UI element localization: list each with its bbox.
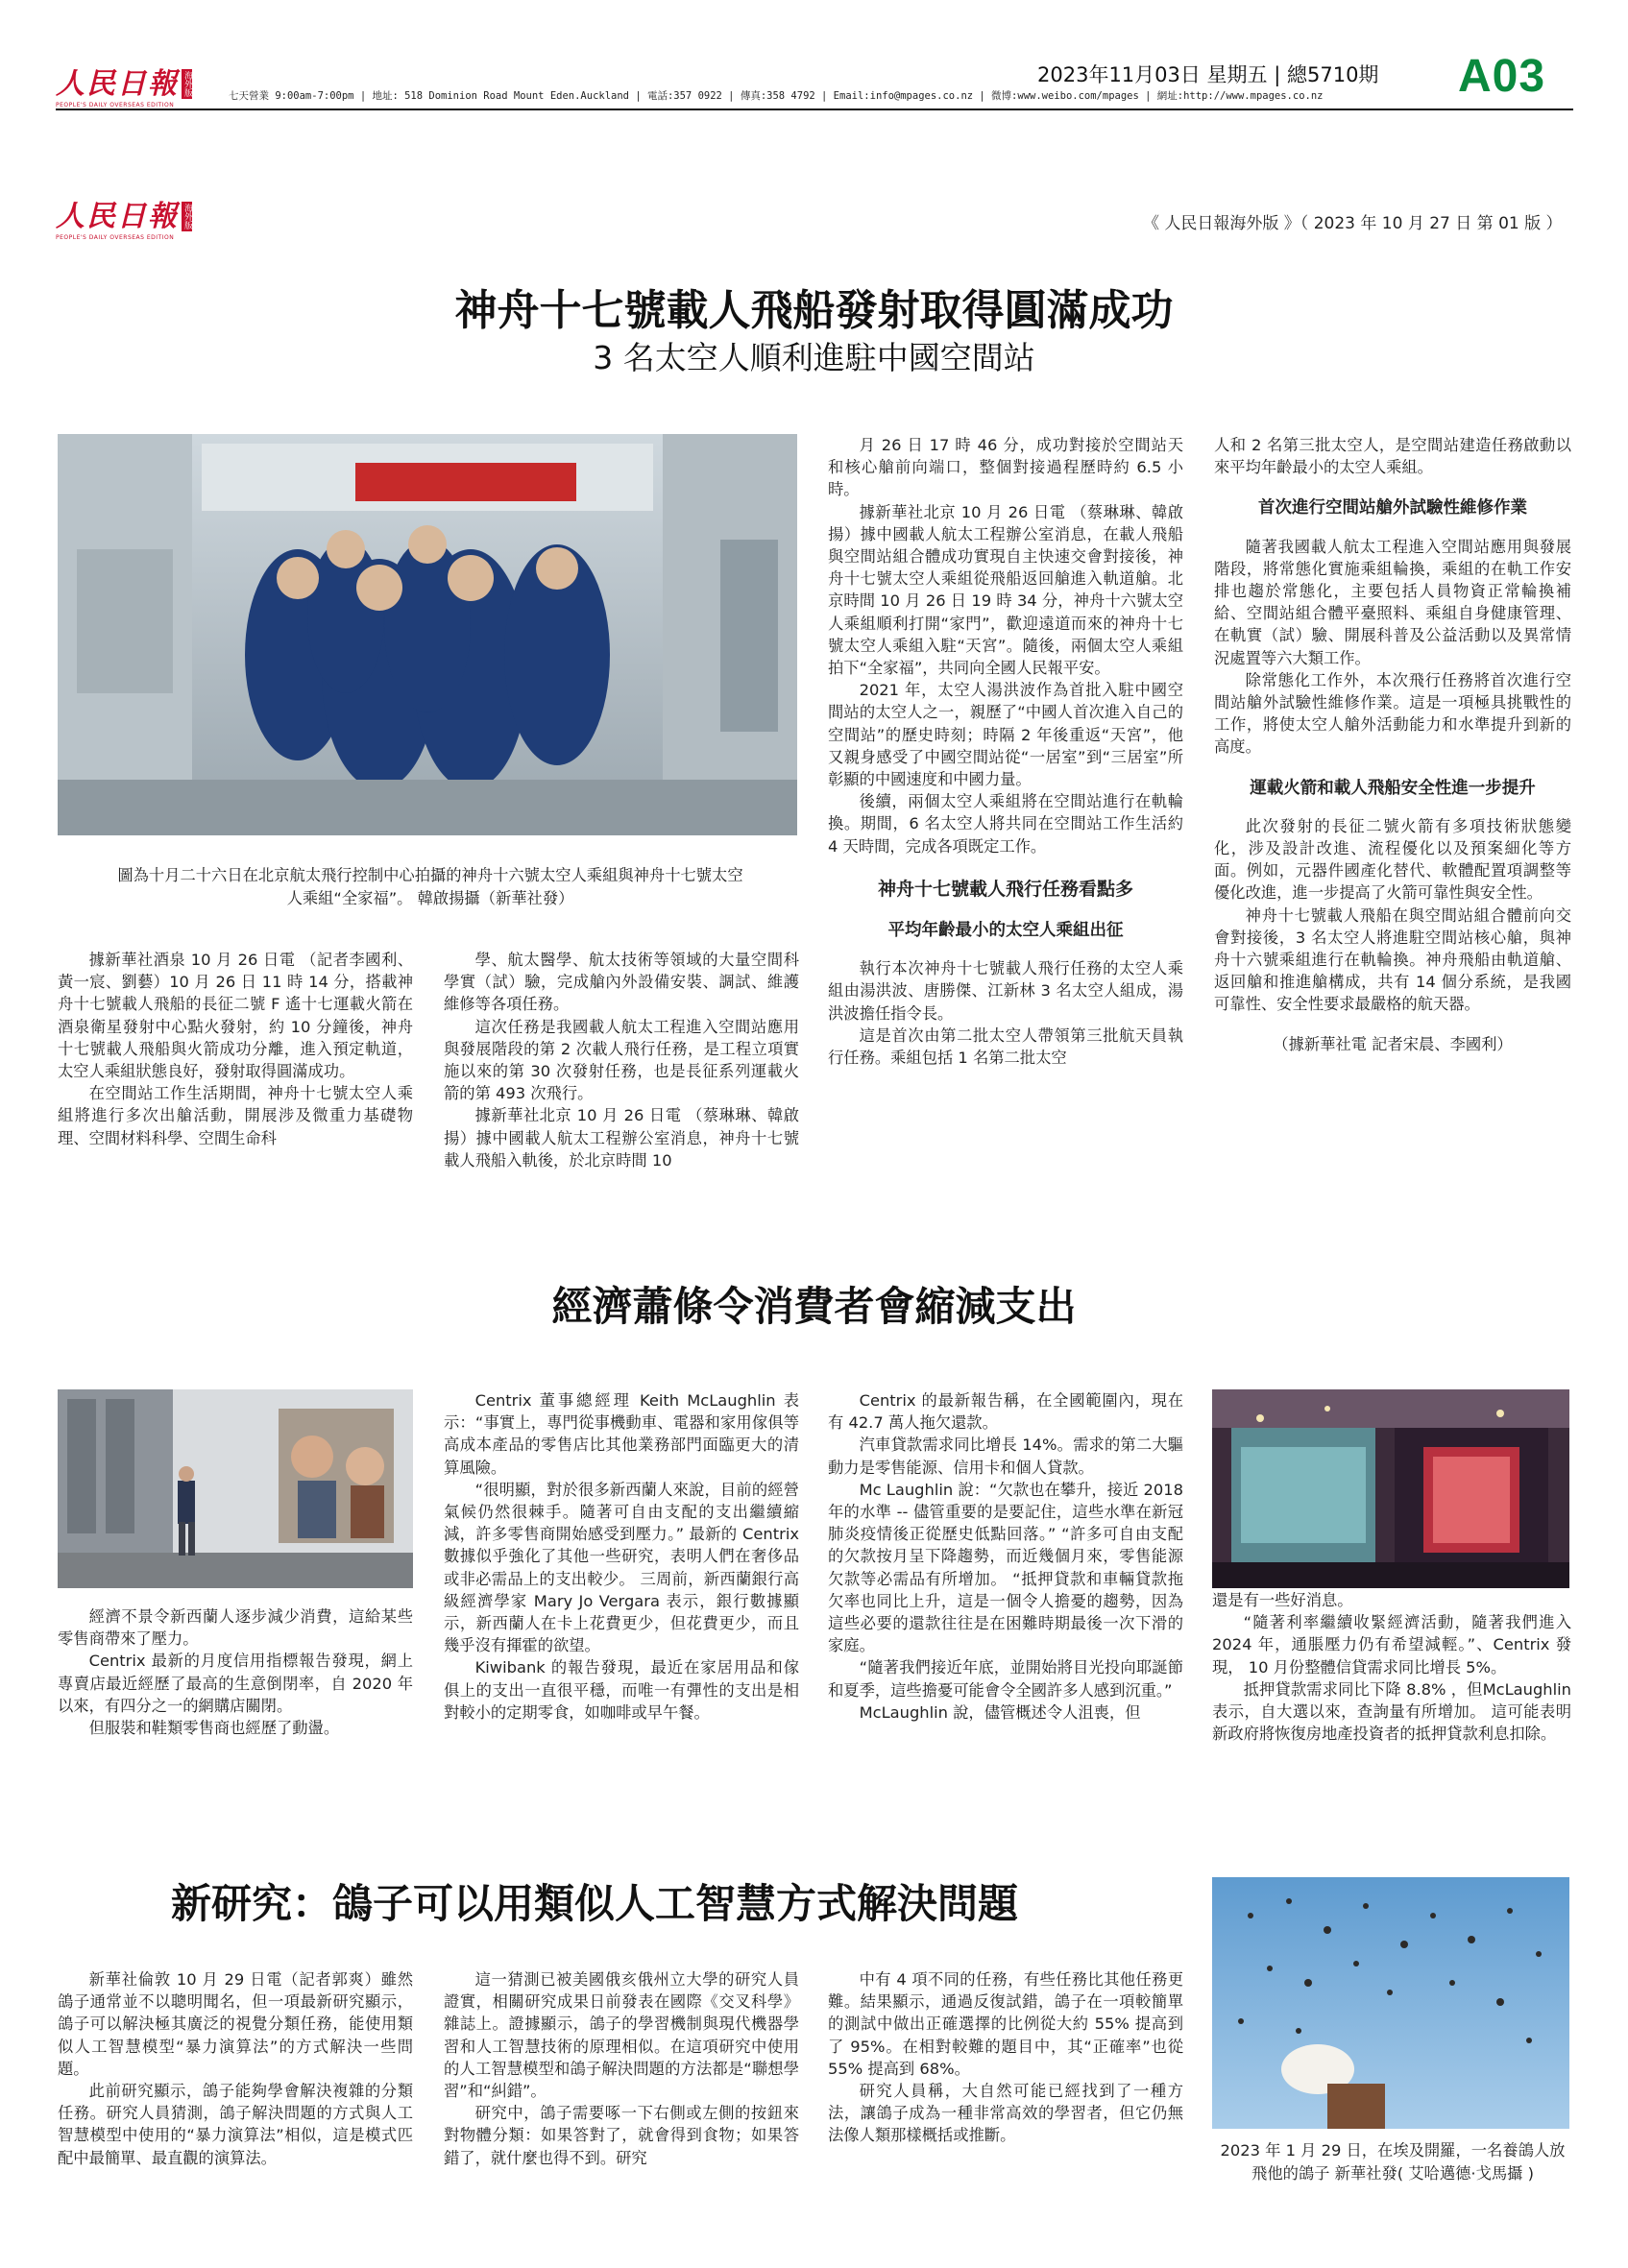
paragraph: 中有 4 項不同的任務，有些任務比其他任務更難。結果顯示，通過反復試錯，鴿子在一項較簡單的測試中做出正確選擇的比例從大約 55% 提高到了 95%。在相對較難的題目中，其“正確率”也從 55% 提高到 68%。 — [828, 1970, 1183, 2078]
paragraph: Mc Laughlin 說：“欠款也在攀升，接近 2018 年的水準 -- 儘管重要的是要記住，這些水準在新冠肺炎疫情後正從歷史低點回落。” “許多可自由支配的欠款按月呈下降趨勢，而近幾個月來，零售能源欠款等必需品有所增加。 “抵押貸款和車輛貸款拖欠率也同比上升，這是一個令人擔憂的趨勢，因為這些必要的還款往往是在困難時期最後一次下滑的家庭。 — [828, 1480, 1183, 1655]
paragraph: Centrix 董事總經理 Keith McLaughlin 表示：“事實上，專門從事機動車、電器和家用傢俱等高成本產品的零售店比其他業務部門面臨更大的清算風險。 — [444, 1391, 799, 1477]
article1-subhead: 3 名太空人順利進駐中國空間站 — [593, 339, 1035, 376]
street-photo — [58, 1389, 413, 1588]
paragraph: “隨著利率繼續收緊經濟活動，隨著我們進入 2024 年，通脹壓力仍有希望減輕。”、Centrix 發現， 10 月份整體信貸需求同比增長 5%。 — [1212, 1613, 1571, 1677]
source-logo-tag: 海外版 — [182, 204, 192, 229]
astronaut-photo — [58, 434, 797, 835]
article1-credit: （據新華社電 記者宋晨、李國利） — [1273, 1034, 1513, 1053]
paragraph: Centrix 的最新報告稱，在全國範圍內，現在有 42.7 萬人拖欠還款。 — [828, 1391, 1183, 1433]
section-subheading: 平均年齡最小的太空人乘組出征 — [887, 921, 1124, 941]
paragraph: 月 26 日 17 時 46 分，成功對接於空間站天和核心艙前向端口，整個對接過程歷時約 6.5 小時。 — [828, 436, 1183, 499]
paragraph: 還是有一些好消息。 — [1212, 1591, 1353, 1609]
paragraph: 學、航太醫學、航太技術等領域的大量空間科學實（試）驗，完成艙內外設備安裝、調試、維護維修等各項任務。 — [444, 951, 799, 1014]
paragraph: 汽車貸款需求同比增長 14%。需求的第二大驅動力是零售能源、信用卡和個人貸款。 — [828, 1436, 1183, 1477]
article-source: 《 人民日報海外版 》（ 2023 年 10 月 27 日 第 01 版 ） — [1143, 214, 1563, 233]
paragraph: 據新華社酒泉 10 月 26 日電 （記者李國利、黃一宸、劉藝）10 月 26 日 11 時 14 分，搭載神舟十七號載人飛船的長征二號 F 遙十七運載火箭在酒泉衛星發射中心點火發射，約 10 分鐘後，神舟十七號載人飛船與火箭成功分離，進入預定軌道，太空人乘組狀態良好，發射取得圓滿成功。 — [58, 951, 413, 1081]
article1-column-2 — [444, 949, 799, 1189]
paragraph: 執行本次神舟十七號載人飛行任務的太空人乘組由湯洪波、唐勝傑、江新林 3 名太空人組成，湯洪波擔任指令長。 — [828, 959, 1183, 1023]
paragraph: 研究人員稱，大自然可能已經找到了一種方法，讓鴿子成為一種非常高效的學習者，但它仍無法像人類那樣概括或推斷。 — [828, 2082, 1183, 2145]
issue-date: 2023年11月03日 星期五 | 總5710期 — [1037, 63, 1379, 86]
section-heading: 神舟十七號載人飛行任務看點多 — [877, 878, 1133, 900]
article3-column-2 — [444, 1968, 799, 2247]
paragraph: “很明顯，對於很多新西蘭人來說，目前的經營氣候仍然很棘手。隨著可自由支配的支出繼續縮減，許多零售商開始感受到壓力。” 最新的 Centrix 數據似乎強化了其他一些研究，表明人們在奢侈品或非必需品上的支出較少。 三周前，新西蘭銀行高級經濟學家 Mary Jo Vergara 表示，銀行數據顯示，新西蘭人在卡上花費更少，但花費更少，而且幾乎沒有揮霍的欲望。 — [444, 1480, 799, 1655]
article2-column-1 — [58, 1605, 413, 1798]
logo-text: 人民日報 — [56, 67, 179, 101]
page-number: A03 — [1458, 51, 1546, 102]
paragraph: 此次發射的長征二號火箭有多項技術狀態變化，涉及設計改進、流程優化以及預案細化等方面。例如，元器件國產化替代、軟體配置項調整等優化改進，進一步提高了火箭可靠性與安全性。 — [1214, 816, 1571, 903]
article2-column-2 — [444, 1389, 799, 1798]
paragraph: 抵押貸款需求同比下降 8.8% ，但McLaughlin 表示，自大選以來，查詢量有所增加。 這可能表明新政府將恢復房地產投資者的抵押貸款利息扣除。 — [1212, 1679, 1571, 1744]
paragraph: 這一猜測已被美國俄亥俄州立大學的研究人員證實，相關研究成果日前發表在國際《交叉科學》雜誌上。證據顯示，鴿子的學習機制與現代機器學習和人工智慧技術的原理相似。在這項研究中使用的人工智慧模型和鴿子解決問題的方法都是“聯想學習”和“糾錯”。 — [444, 1970, 799, 2101]
article1-column-4 — [1214, 434, 1571, 1202]
paragraph: 2021 年，太空人湯洪波作為首批入駐中國空間站的太空人之一，親歷了“中國人首次進入自己的空間站”的歷史時刻；時隔 2 年後重返“天宮”，他又親身感受了中國空間站從“一居室”到“三居室”所彰顯的中國速度和中國力量。 — [828, 681, 1183, 789]
paragraph: 據新華社北京 10 月 26 日電 （蔡琳琳、韓啟揚）據中國載人航太工程辦公室消息，在載人飛船與空間站組合體成功實現自主快速交會對接後，神舟十七號太空人乘組從飛船返回艙進入軌道艙。北京時間 10 月 26 日 19 時 34 分，神舟十六號太空人乘組順利打開“家門”，歡迎遠道而來的神舟十七號太空人乘組入駐“天宮”。隨後，兩個太空人乘組拍下“全家福”，共同向全國人民報平安。 — [828, 502, 1183, 678]
store-photo — [1212, 1389, 1569, 1588]
article2-column-3 — [828, 1389, 1183, 1798]
article3-photo-caption: 2023 年 1 月 29 日，在埃及開羅，一名養鴿人放飛他的鴿子 新華社發( 艾哈邁德·戈馬攝 ) — [1220, 2141, 1566, 2183]
paragraph: Centrix 最新的月度信用指標報告發現，網上專賣店最近經歷了最高的生意倒閉率，自 2020 年以來，有四分之一的網購店關閉。 — [58, 1652, 413, 1715]
article1-photo-caption: 圖為十月二十六日在北京航太飛行控制中心拍攝的神舟十六號太空人乘組與神舟十七號太空人乘組“全家福”。 韓啟揚攝（新華社發） — [117, 866, 743, 907]
article3-column-1 — [58, 1968, 413, 2247]
pigeon-photo — [1212, 1877, 1569, 2129]
paragraph: 此前研究顯示，鴿子能夠學會解決複雜的分類任務。研究人員猜測，鴿子解決問題的方式與人工智慧模型中使用的“暴力演算法”相似，這是模式匹配中最簡單、最直觀的演算法。 — [58, 2082, 413, 2167]
paragraph: McLaughlin 說，儘管概述令人沮喪，但 — [859, 1702, 1141, 1722]
paragraph: 新華社倫敦 10 月 29 日電（記者郭爽）雖然鴿子通常並不以聰明聞名，但一項最新研究顯示，鴿子可以解決極其廣泛的視覺分類任務，能使用類似人工智慧模型“暴力演算法”的方式解決一些問題。 — [58, 1970, 413, 2078]
paragraph: 除常態化工作外，本次飛行任務將首次進行空間站艙外試驗性維修作業。這是一項極具挑戰性的工作，將使太空人艙外活動能力和水準提升到新的高度。 — [1214, 670, 1571, 757]
source-logo-english: PEOPLE'S DAILY OVERSEAS EDITION — [56, 234, 175, 241]
section-heading: 運載火箭和載人飛船安全性進一步提升 — [1250, 778, 1536, 798]
paragraph: 後續，兩個太空人乘組將在空間站進行在軌輪換。期間，6 名太空人將共同在空間站工作生活約 4 天時間，完成各項既定工作。 — [828, 792, 1183, 856]
article2-column-4 — [1212, 1589, 1571, 1800]
article1-column-3 — [828, 434, 1183, 1202]
paragraph: 隨著我國載人航太工程進入空間站應用與發展階段，將常態化實施乘組輪換，乘組的在軌工作安排也趨於常態化，主要包括人員物資正常輪換補給、空間站組合體平臺照料、乘組自身健康管理、在軌實（試）驗、開展科普及公益活動以及異常情況處置等六大類工作。 — [1214, 537, 1571, 667]
article3-headline: 新研究：鴿子可以用類似人工智慧方式解決問題 — [170, 1880, 1018, 1927]
masthead-logo — [56, 60, 192, 109]
paragraph: 在空間站工作生活期間，神舟十七號太空人乘組將進行多次出艙活動，開展涉及微重力基礎物理、空間材料科學、空間生命科 — [58, 1084, 413, 1147]
paragraph: 這次任務是我國載人航太工程進入空間站應用與發展階段的第 2 次載人飛行任務，是工程立項實施以來的第 30 次發射任務，也是長征系列運載火箭的第 493 次飛行。 — [444, 1017, 799, 1103]
logo-tag: 海外版 — [182, 71, 192, 97]
source-logo — [56, 192, 192, 241]
paragraph: 人和 2 名第三批太空人，是空間站建造任務啟動以來平均年齡最小的太空人乘組。 — [1214, 436, 1571, 477]
article1-column-1 — [58, 949, 413, 1189]
paragraph: 經濟不景令新西蘭人逐步減少消費，這給某些零售商帶來了壓力。 — [58, 1607, 413, 1649]
article2-headline: 經濟蕭條令消費者會縮減支出 — [551, 1283, 1077, 1330]
section-heading: 首次進行空間站艙外試驗性維修作業 — [1258, 498, 1527, 519]
paragraph: 據新華社北京 10 月 26 日電 （蔡琳琳、韓啟揚）據中國載人航太工程辦公室消息，神舟十七號載人飛船入軌後，於北京時間 10 — [444, 1106, 799, 1170]
paragraph: 但服裝和鞋類零售商也經歷了動盪。 — [88, 1719, 340, 1738]
paragraph: 研究中，鴿子需要啄一下右側或左側的按鈕來對物體分類：如果答對了，就會得到食物；如果答錯了，就什麼也得不到。研究 — [444, 2104, 799, 2167]
article3-column-3 — [828, 1968, 1183, 2247]
paragraph: 這是首次由第二批太空人帶領第三批航天員執行任務。乘組包括 1 名第二批太空 — [828, 1025, 1183, 1068]
contact-info: 七天營業 9:00am-7:00pm | 地址: 518 Dominion Road Mount Eden.Auckland | 電話:357 0922 | 傳真:358 4792 | Email:info@mpages.co.nz | 微博:www.weibo.com/mpages | 網址:http://www.mpages.co.nz — [229, 90, 1324, 102]
header-rule — [56, 109, 1573, 110]
paragraph: Kiwibank 的報告發現，最近在家居用品和傢俱上的支出一直很平穩，而唯一有彈性的支出是相對較小的定期零食，如咖啡或早午餐。 — [444, 1658, 799, 1722]
source-logo-text: 人民日報 — [56, 200, 179, 233]
paragraph: “隨著我們接近年底，並開始將目光投向耶誕節和夏季，這些擔憂可能會令全國許多人感到沉重。” — [828, 1658, 1183, 1700]
logo-english: PEOPLE'S DAILY OVERSEAS EDITION — [56, 102, 175, 109]
paragraph: 神舟十七號載人飛船在與空間站組合體前向交會對接後，3 名太空人將進駐空間站核心艙，與神舟十六號乘組進行在軌輪換。神舟飛船由軌道艙、返回艙和推進艙構成，共有 14 個分系統，是我國可靠性、安全性要求最嚴格的航天器。 — [1214, 905, 1571, 1014]
article1-headline: 神舟十七號載人飛船發射取得圓滿成功 — [454, 286, 1174, 335]
